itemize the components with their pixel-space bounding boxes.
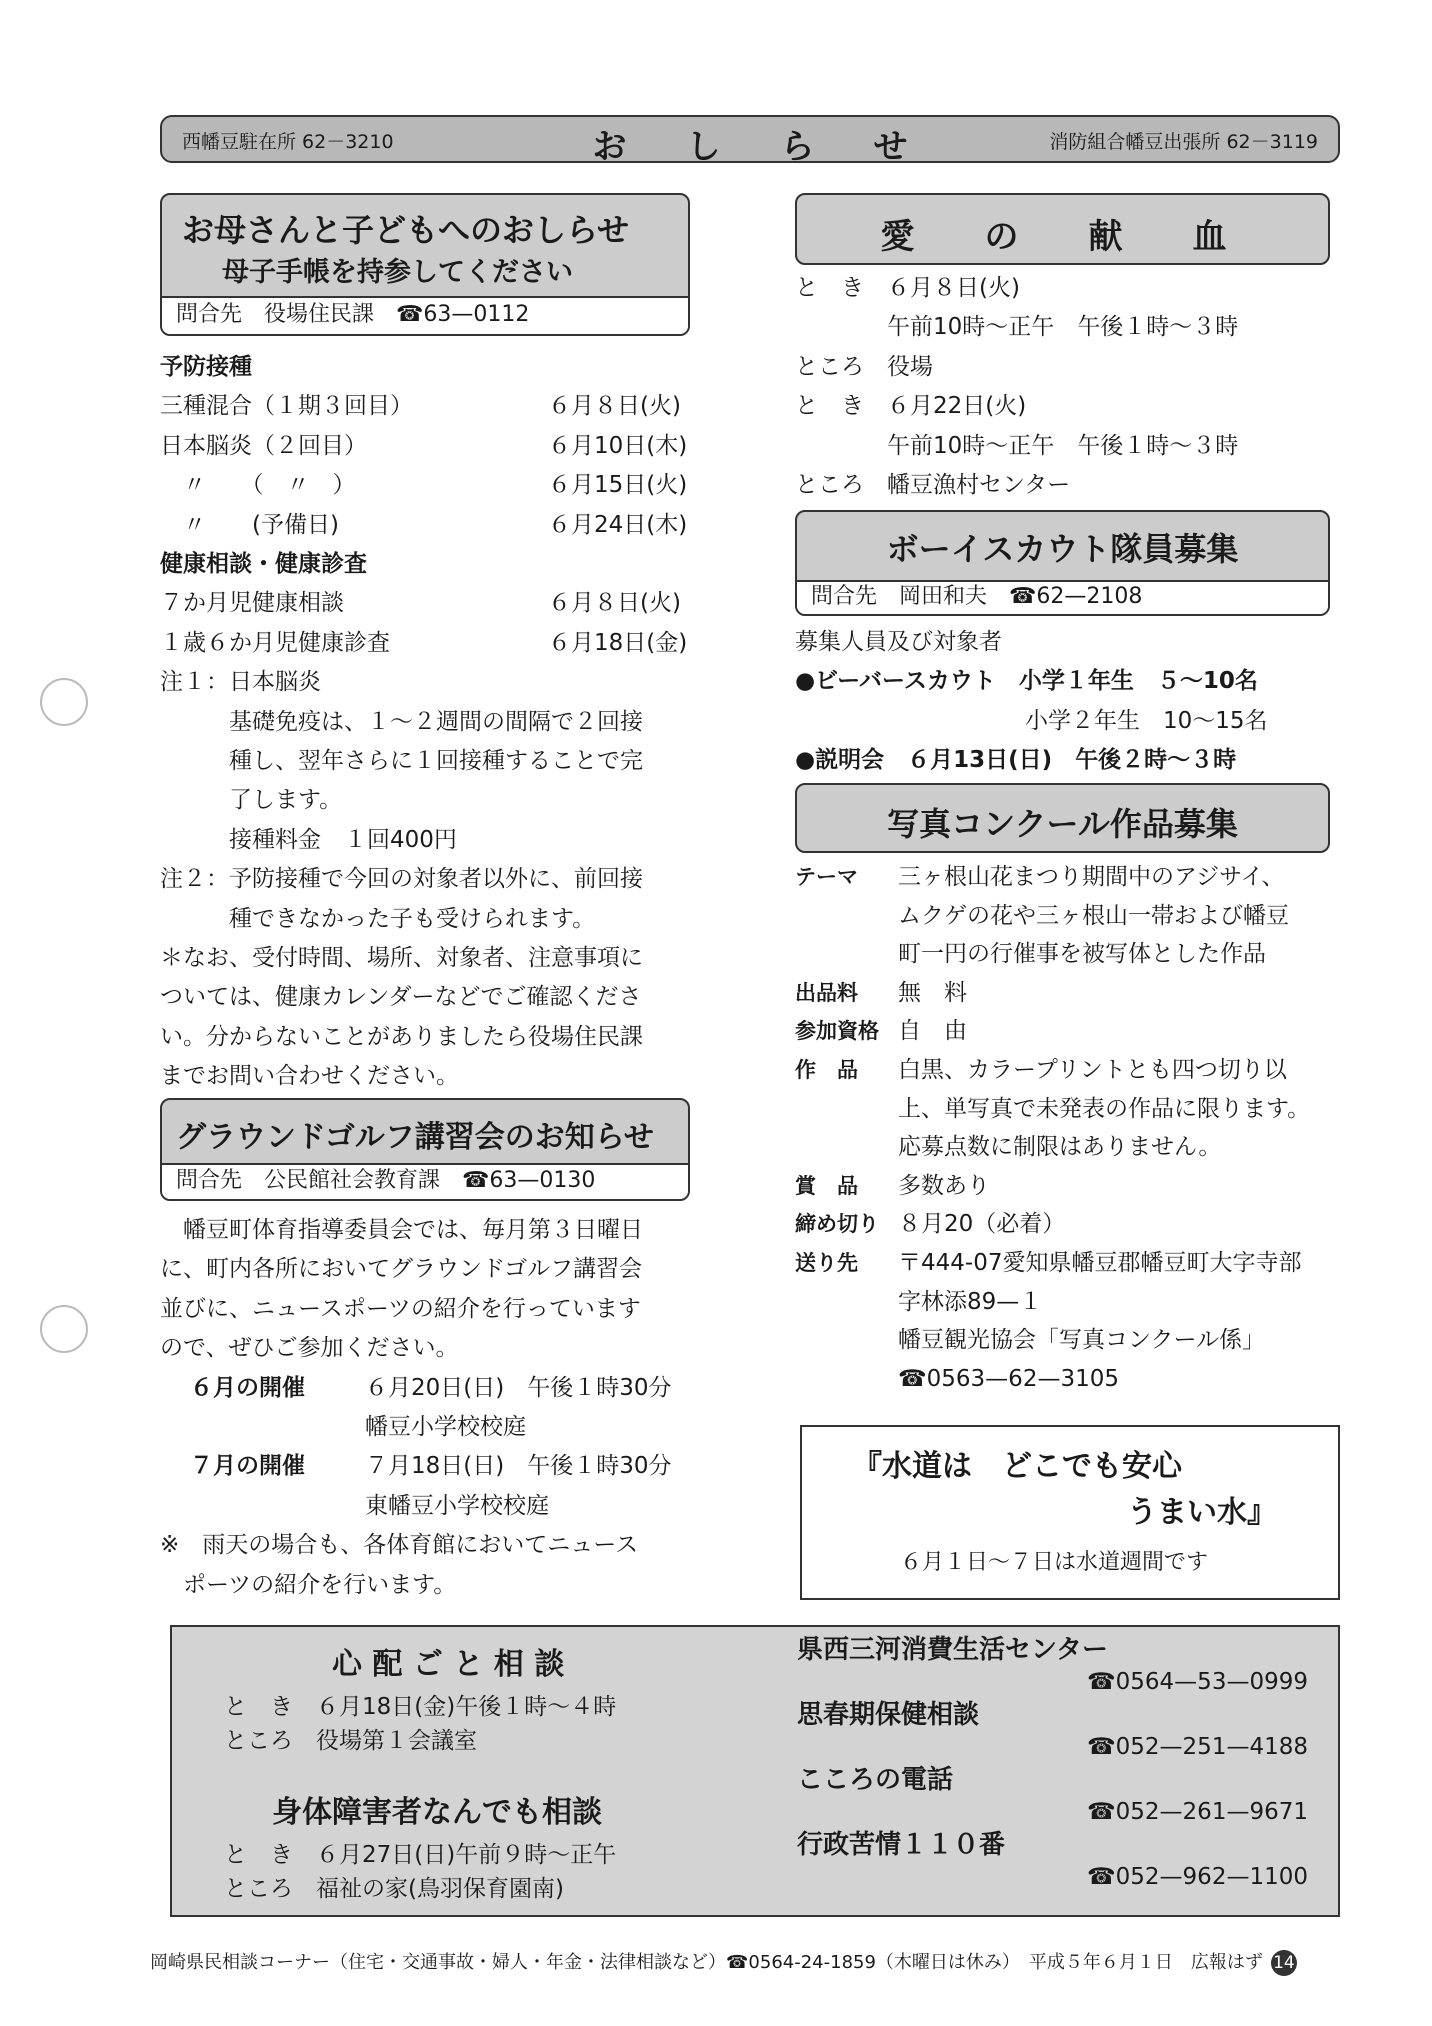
blood-line: ところ 幡豆漁村センター [795,472,1071,498]
consult-contact-tel: ☎052—261—9671 [1087,1799,1308,1825]
page-number: 14 [1271,1950,1297,1976]
photo-section-title-box [795,783,1330,853]
scout-line: 小学２年生 10～15名 [795,707,1268,734]
consult-contact-name: こころの電話 [797,1765,954,1795]
consult-contact-name: 行政苦情１１０番 [797,1830,1006,1860]
mother-line: い。分からないことがありましたら役場住民課 [160,1023,643,1050]
blood-section-title-box [795,193,1330,265]
photo-row-key: 参加資格 [795,1019,879,1044]
consult-contact-tel: ☎052—962—1100 [1087,1864,1308,1890]
golf-line: ので、ぜひご参加ください。 [160,1335,459,1362]
worry-consult-when: と き ６月18日(金)午後１時～４時 [224,1694,617,1720]
mother-contact: 問合先 役場住民課 ☎63—0112 [162,296,688,334]
police-box-phone: 西幡豆駐在所 62－3210 [182,131,394,153]
scout-line: ●説明会 ６月13日(日) 午後２時～３時 [795,747,1237,774]
worry-consult-title: 心 配 ご と 相 談 [332,1647,565,1682]
photo-row-value: 字林添89—１ [898,1288,1043,1315]
scout-section-title-box [795,510,1330,616]
photo-row-value: 三ヶ根山花まつり期間中のアジサイ、 [898,864,1285,890]
page-header [160,115,1340,167]
mother-line-date: ６月10日(木) [548,432,688,459]
mother-line-date: ６月15日(火) [548,472,688,499]
golf-line: に、町内各所においてグラウンドゴルフ講習会 [160,1256,643,1283]
mother-line: 了します。 [160,787,343,814]
photo-row-value: 応募点数に制限はありません。 [898,1134,1222,1161]
golf-contact: 問合先 公民館社会教育課 ☎63—0130 [162,1163,688,1199]
consult-contact-name: 県西三河消費生活センター [797,1635,1108,1665]
photo-row-value: 無 料 [898,979,967,1006]
golf-event-date: ６月20日(日) 午後１時30分 [365,1374,672,1401]
mother-line-date: ６月８日(火) [548,590,681,617]
mother-line: 予防接種 [160,354,252,380]
disability-consult-when: と き ６月27日(日)午前９時～正午 [224,1842,617,1868]
page-title: おしらせ [592,127,968,167]
blood-line: と き ６月８日(火) [795,275,1020,301]
photo-row-key: 出品料 [795,980,858,1005]
photo-row-value: ８月20（必着） [898,1211,1066,1238]
fire-station-phone: 消防組合幡豆出張所 62－3119 [1049,131,1318,153]
mother-line: １歳６か月児健康診査 [160,629,390,656]
mother-line: 〃 (予備日) [160,511,339,538]
golf-event-label: ６月の開催 [190,1374,305,1401]
mother-line: 健康相談・健康診査 [160,551,367,577]
mother-line: ７か月児健康相談 [160,590,344,617]
photo-row-value: 幡豆観光協会「写真コンクール係」 [898,1327,1266,1354]
golf-event-label: ７月の開催 [190,1453,305,1480]
mother-line: 種し、翌年さらに１回接種することで完 [160,748,643,774]
consult-contact-name: 思春期保健相談 [797,1700,980,1730]
mother-line: までお問い合わせください。 [160,1063,459,1090]
mother-line: 〃 （ 〃 ） [160,472,356,499]
footer-text: 岡崎県民相談コーナー（住宅・交通事故・婦人・年金・法律相談など）☎0564-24-1859（木曜日は休み） 平成５年６月１日 広報はず [150,1952,1263,1973]
golf-event-date: ７月18日(日) 午後１時30分 [365,1453,672,1480]
binder-hole [40,678,88,726]
golf-note: ポーツの紹介を行います。 [160,1571,457,1598]
consultation-box [170,1625,1340,1917]
mother-line: 日本脳炎（２回目） [160,432,367,459]
photo-row-key: 送り先 [795,1251,858,1275]
mother-line: 接種料金 １回400円 [160,826,457,853]
photo-row-value: 白黒、カラープリントとも四つ切り以 [898,1057,1287,1083]
photo-row-value: ムクゲの花や三ヶ根山一帯および幡豆 [898,902,1289,929]
mother-line-date: ６月８日(火) [548,393,681,420]
worry-consult-where: ところ 役場第１会議室 [224,1728,477,1754]
blood-line: ところ 役場 [795,353,933,380]
scout-contact: 問合先 岡田和夫 ☎62—2108 [797,580,1328,614]
water-notice-box [800,1425,1340,1600]
photo-row-key: 作 品 [795,1058,858,1082]
mother-subtitle: 母子手帳を持参してください [222,257,573,288]
photo-row-value: 町一円の行催事を被写体とした作品 [898,941,1266,968]
consult-contact-tel: ☎0564—53—0999 [1087,1669,1308,1695]
water-line-2: うまい水』 [1127,1495,1277,1530]
blood-title: 愛 の 献 血 [880,217,1245,257]
mother-line: 基礎免疫は、１～２週間の間隔で２回接 [160,708,643,735]
mother-line: ついては、健康カレンダーなどでご確認くださ [160,984,642,1011]
golf-event-place: 東幡豆小学校校庭 [365,1492,549,1519]
mother-title: お母さんと子どもへのおしらせ [182,211,630,249]
blood-line: 午前10時～正午 午後１時～３時 [795,432,1239,459]
photo-row-value: 多数あり [898,1172,990,1199]
blood-line: 午前10時～正午 午後１時～３時 [795,314,1239,341]
page-footer [150,1948,1297,1976]
scout-line: 募集人員及び対象者 [795,629,1002,655]
mother-line: 三種混合（１期３回目） [160,393,413,420]
photo-row-value: ☎0563—62—3105 [898,1365,1119,1392]
scout-title: ボーイスカウト隊員募集 [886,530,1239,568]
photo-row-value: 自 由 [898,1018,967,1045]
mother-line-date: ６月24日(木) [548,511,688,538]
mother-line: 種できなかった子も受けられます。 [160,905,596,932]
mother-line: 注１：日本脳炎 [160,669,321,696]
mother-line: ＊なお、受付時間、場所、対象者、注意事項に [160,945,643,971]
golf-line: 幡豆町体育指導委員会では、毎月第３日曜日 [160,1217,643,1243]
golf-note: ※ 雨天の場合も、各体育館においてニュース [160,1532,639,1559]
photo-row-key: テーマ [795,865,858,889]
blood-line: と き ６月22日(火) [795,393,1027,420]
golf-line: 並びに、ニュースポーツの紹介を行っています [160,1295,641,1322]
mother-line: 注２：予防接種で今回の対象者以外に、前回接 [160,866,643,893]
golf-event-place: 幡豆小学校校庭 [365,1414,526,1440]
golf-section-title-box [160,1098,690,1201]
consult-contact-tel: ☎052—251—4188 [1087,1734,1308,1760]
photo-title: 写真コンクール作品募集 [887,805,1238,843]
water-line-1: 『水道は どこでも安心 [852,1449,1182,1484]
binder-hole [40,1305,88,1353]
photo-row-key: 賞 品 [795,1173,858,1198]
disability-consult-title: 身体障害者なんでも相談 [272,1795,602,1830]
photo-row-key: 締め切り [795,1212,879,1237]
photo-row-value: 〒444-07愛知県幡豆郡幡豆町大字寺部 [898,1250,1302,1276]
disability-consult-where: ところ 福祉の家(鳥羽保育園南) [224,1876,564,1902]
scout-line: ●ビーバースカウト 小学１年生 ５～10名 [795,668,1258,695]
mother-section-title-box [160,193,690,336]
photo-row-value: 上、単写真で未発表の作品に限ります。 [898,1095,1311,1122]
mother-line-date: ６月18日(金) [548,629,688,656]
golf-title: グラウンドゴルフ講習会のお知らせ [176,1120,654,1155]
water-line-3: ６月１日～７日は水道週間です [900,1550,1209,1575]
